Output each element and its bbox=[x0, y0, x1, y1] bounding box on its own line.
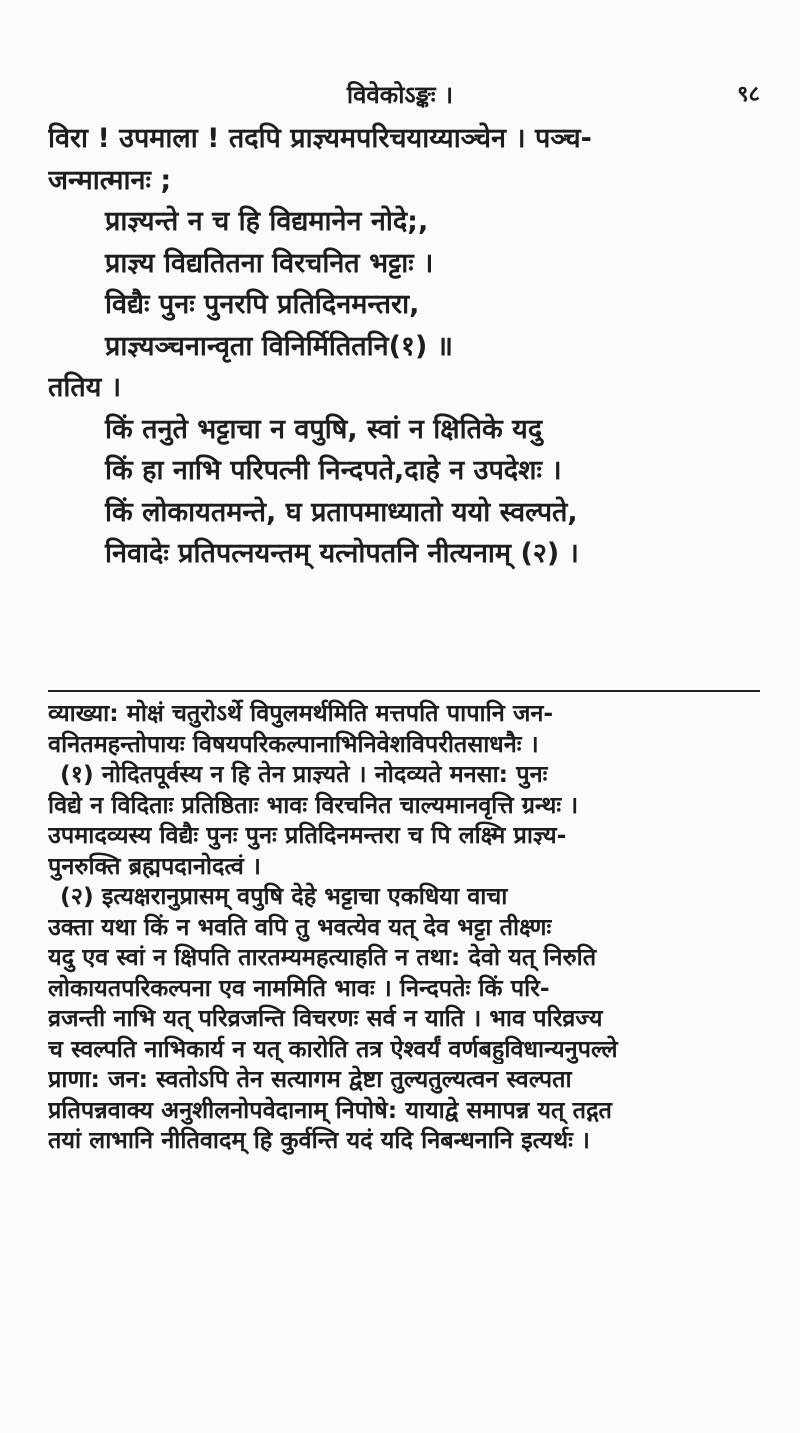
footnote-rule bbox=[48, 690, 760, 692]
verse-line: किं तनुते भट्टाचा न वपुषि, स्वां न क्षितिके यदु bbox=[105, 413, 543, 445]
commentary-line: उपमादव्यस्य विद्यैः पुनः पुनः प्रतिदिनमन्तरा च पि लक्ष्मि प्राज्ञ्य- bbox=[48, 821, 567, 849]
commentary bbox=[48, 698, 760, 1156]
verse-line: प्राज्ञ्य विद्यतितना विरचनित भट्टाः । bbox=[105, 247, 434, 279]
prose-line: जन्मात्मानः ; bbox=[48, 164, 172, 196]
commentary-line: लोकायतपरिकल्पना एव नाममिति भावः । निन्दपतेः किं परि- bbox=[48, 973, 550, 1002]
verse-line: प्राज्ञ्यन्ते न च हि विद्यमानेन नोदे;, bbox=[105, 206, 429, 237]
commentary-line: उक्ता यथा किं न भवति वपि तु भवत्येव यत् देव भट्टा तीक्ष्णः bbox=[48, 912, 552, 941]
main-text bbox=[48, 118, 763, 575]
running-head bbox=[0, 78, 800, 108]
commentary-line: यदु एव स्वां न क्षिपति तारतम्यमहत्याहति न तथा: देवो यत् निरुति bbox=[48, 943, 597, 971]
prose-line: विरा ! उपमाला ! तदपि प्राज्ञ्यमपरिचयाय्याञ्चेन । पञ्च- bbox=[48, 123, 592, 154]
verse-line: विद्यैः पुनः पुनरपि प्रतिदिनमन्तरा, bbox=[105, 289, 420, 320]
verse-line: किं हा नाभि परिपत्नी निन्दपते,दाहे न उपदेशः । bbox=[105, 455, 562, 486]
verse-line: निवादेः प्रतिपत्नयन्तम् यत्नोपतनि नीत्यनाम् (२) । bbox=[105, 538, 579, 569]
commentary-line: च स्वल्पति नाभिकार्य न यत् कारोति तत्र ऐश्वर्यं वर्णबहुविधान्यनुपल्ले bbox=[48, 1034, 618, 1063]
commentary-line: विद्ये न विदिताः प्रतिष्ठिताः भावः विरचनित चाल्यमानवृत्ति ग्रन्थः । bbox=[48, 790, 579, 819]
page-number: ९८ bbox=[737, 82, 760, 107]
commentary-line: पुनरुक्ति ब्रह्मपदानोदत्वं । bbox=[48, 851, 261, 880]
commentary-line: व्याख्या: मोक्षं चतुरोऽर्थे विपुलमर्थमिति मत्तपति पापानि जन- bbox=[48, 699, 554, 727]
verse-line: प्राज्ञ्यञ्चनान्वृता विनिर्मितितनि(१) ॥ bbox=[105, 330, 453, 362]
verse-line: किं लोकायतमन्ते, घ प्रतापमाध्यातो ययो स्वल्पते, bbox=[105, 496, 578, 528]
commentary-line: व्रजन्ती नाभि यत् परिव्रजन्ति विचरणः सर्व न याति । भाव परिव्रज्य bbox=[48, 1004, 603, 1032]
running-title: विवेकोऽङ्कः । bbox=[346, 81, 454, 109]
prose-line: ततिय । bbox=[48, 372, 122, 403]
commentary-line: (१) नोदितपूर्वस्य न हि तेन प्राज्ञ्यते । नोदव्यते मनसा: पुनः bbox=[60, 760, 548, 788]
commentary-line: प्राणा: जन: स्वतोऽपि तेन सत्यागम द्वेष्टा तुल्यतुल्यत्वन स्वल्पता bbox=[48, 1065, 572, 1093]
commentary-line: (२) इत्यक्षरानुप्रासम् वपुषि देहे भट्टाचा एकधिया वाचा bbox=[60, 882, 508, 910]
commentary-line: तयां लाभानि नीतिवादम् हि कुर्वन्ति यदं यदि निबन्धनानि इत्यर्थः । bbox=[48, 1126, 590, 1154]
commentary-line: प्रतिपन्नवाक्य अनुशीलनोपवेदानाम् निपोषे: यायाद्वे समापन्न यत् तद्गत bbox=[48, 1095, 612, 1124]
commentary-line: वनितमहन्तोपायः विषयपरिकल्पानाभिनिवेशविपरीतसाधनैः । bbox=[48, 729, 539, 758]
